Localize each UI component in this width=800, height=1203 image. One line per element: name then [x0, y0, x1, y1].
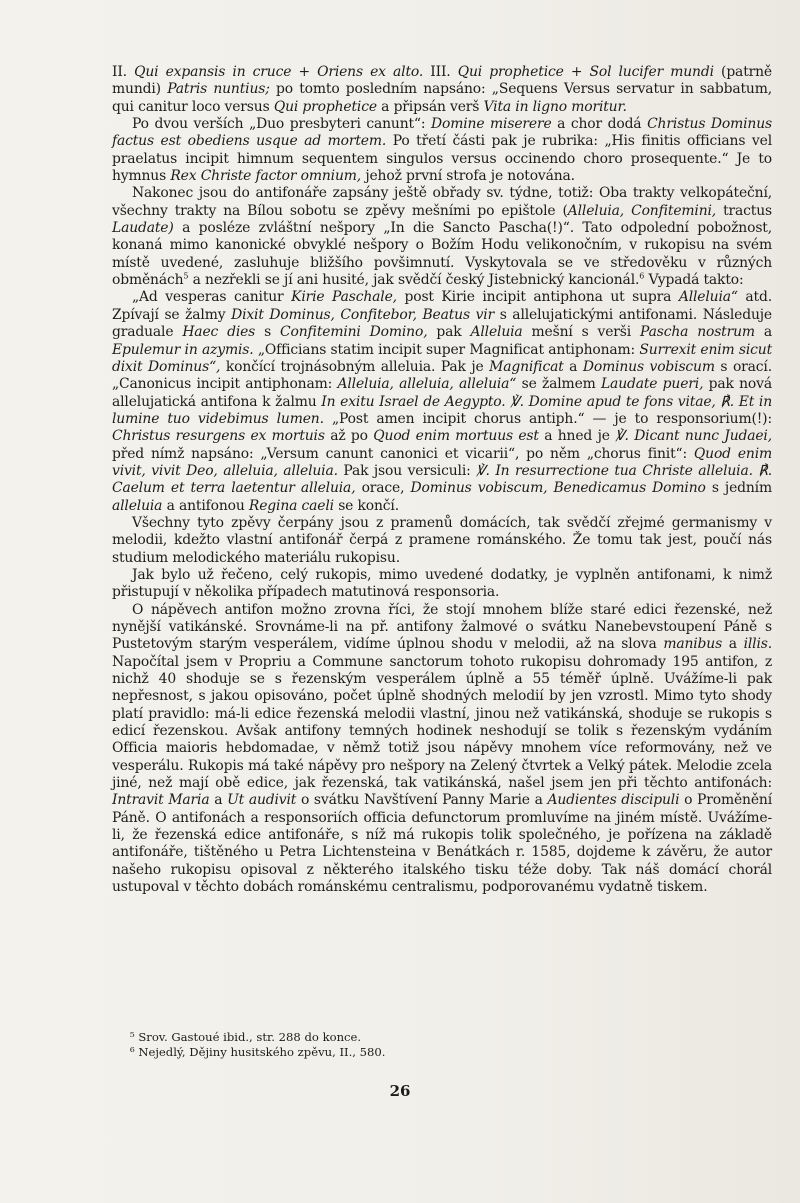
paragraph: Po dvou verších „Duo presbyteri canunt“: Domine miserere a chor dodá Christus Dominus factus est obediens usque ad mortem. Po třetí části pak je rubrika: „His finitis officians vel praelatus incipit himnum sequentem singulos versus occinendo choro prosequente.“ Je to hymnus Rex Christe factor omnium, jehož první strofa je notována.	[112, 116, 773, 185]
footnotes	[112, 1030, 772, 1060]
paragraph: II. Qui expansis in cruce + Oriens ex alto. III. Qui prophetice + Sol lucifer mundi (patrně mundi) Patris nuntius; po tomto posledním napsáno: „Sequens Versus servatur in sabbatum, qui canitur loco versus Qui prophetice a připsán verš Vita in ligno moritur.	[112, 64, 772, 115]
paragraph: Jak bylo už řečeno, celý rukopis, mimo uvedené dodatky, je vyplněn antifonami, k nimž přistupují v několika případech matutinová responsoria.	[112, 566, 772, 601]
body-text	[112, 64, 772, 897]
footnote: ⁶ Nejedlý, Dějiny husitského zpěvu, II., 580.	[130, 1045, 386, 1059]
paragraph: O nápěvech antifon možno zrovna říci, že stojí mnohem blíže staré edici řezenské, než nynější vatikánské. Srovnáme-li na př. antifony žalmové o svátku Nanebevstoupení Páně s Pustetovým starým vesperálem, vidíme úplnou shodu v melodii, až na slova manibus a illis. Napočítal jsem v Propriu a Commune sanctorum tohoto rukopisu dohromady 195 antifon, z nichž 40 shoduje se s řezenským vesperálem úplně a 55 téměř úplně. Uvážíme-li pak nepřesnost, s jakou opisováno, počet úplně shodných melodií by jen vzrostl. Mimo tyto shody platí pravidlo: má-li edice řezenská melodii vlastní, jinou než vatikánská, shoduje se rukopis s edicí řezenskou. Avšak antifony temných hodinek neshodují se tolik s řezenským vydáním Officia maioris hebdomadae, v němž totiž jsou nápěvy mnohem více reformovány, než ve vesperálu. Rukopis má také nápěvy pro nešpory na Zelený čtvrtek a Velký pátek. Melodie zcela jiné, než mají obě edice, jak řezenská, tak vatikánská, našel jsem jen při těchto antifonách: Intravit Maria a Ut audivit o svátku Navštívení Panny Marie a Audientes discipuli o Proměnění Páně. O antifonách a responsoriích officia defunctorum promluvíme na jiném místě. Uvážíme-li, že řezenská edice antifonáře, s níž má rukopis tolik společného, je pořízena na základě antifonáře, tištěného u Petra Lichtensteina v Benátkách r. 1585, dojdeme k závěru, že autor našeho rukopisu opisoval z některého italského tisku téže doby. Tak náš domácí chorál ustupoval v těchto dobách románskému centralismu, podporovanému vydatně tiskem.	[112, 601, 772, 896]
paragraph: „Ad vesperas canitur Kirie Paschale, post Kirie incipit antiphona ut supra Alleluia“ atd. Zpívají se žalmy Dixit Dominus, Confitebor, Beatus vir s allelujatickými antifonami. Následuje graduale Haec dies s Confitemini Domino, pak Alleluia mešní s verši Pascha nostrum a Epulemur in azymis. „Officians statim incipit super Magnificat antiphonam: Surrexit enim sicut dixit Dominus“, končící trojnásobným alleluia. Pak je Magnificat a Dominus vobiscum s orací. „Canonicus incipit antiphonam: Alleluia, alleluia, alleluia“ se žalmem Laudate pueri, pak nová allelujatická antifona k žalmu In exitu Israel de Aegypto. ℣. Domine apud te fons vitae, ℟. Et in lumine tuo videbimus lumen. „Post amen incipit chorus antiph.“ — je to responsorium(!): Christus resurgens ex mortuis až po Quod enim mortuus est a hned je ℣. Dicant nunc Judaei, před nímž napsáno: „Versum canunt canonici et vicarii“, po něm „chorus finit“: Quod enim vivit, vivit Deo, alleluia, alleluia. Pak jsou versiculi: ℣. In resurrectione tua Christe alleluia. ℟. Caelum et terra laetentur alleluia, orace, Dominus vobiscum, Benedicamus Domino s jedním alleluia a antifonou Regina caeli se končí.	[112, 289, 773, 514]
paragraph: Všechny tyto zpěvy čerpány jsou z pramenů domácích, tak svědčí zřejmé germanismy v melodii, kdežto vlastní antifonář čerpá z pramene románského. Že tomu tak jest, poučí nás studium melodického materiálu rukopisu.	[112, 514, 772, 566]
paragraph: Nakonec jsou do antifonáře zapsány ještě obřady sv. týdne, totiž: Oba trakty velkopáteční, všechny trakty na Bílou sobotu se zpěvy mešními po epištole (Alleluia, Confitemini, tractus Laudate) a posléze zvláštní nešpory „In die Sancto Pascha(!)“. Tato odpolední pobožnost, konaná mimo kanonické obvyklé nešpory o Božím Hodu velikonočním, v rukopisu na svém místě uvedené, zasluhuje bližšího povšimnutí. Vyskytovala se ve středověku v různých obměnách$^5$ a nezřekli se jí ani husité, jak svědčí český Jistebnický kancionál.$^6$ Vypadá takto:	[112, 185, 772, 289]
page-number: 26	[389, 1082, 411, 1100]
footnote: ⁵ Srov. Gastoué ibid., str. 288 do konce.	[130, 1030, 362, 1044]
